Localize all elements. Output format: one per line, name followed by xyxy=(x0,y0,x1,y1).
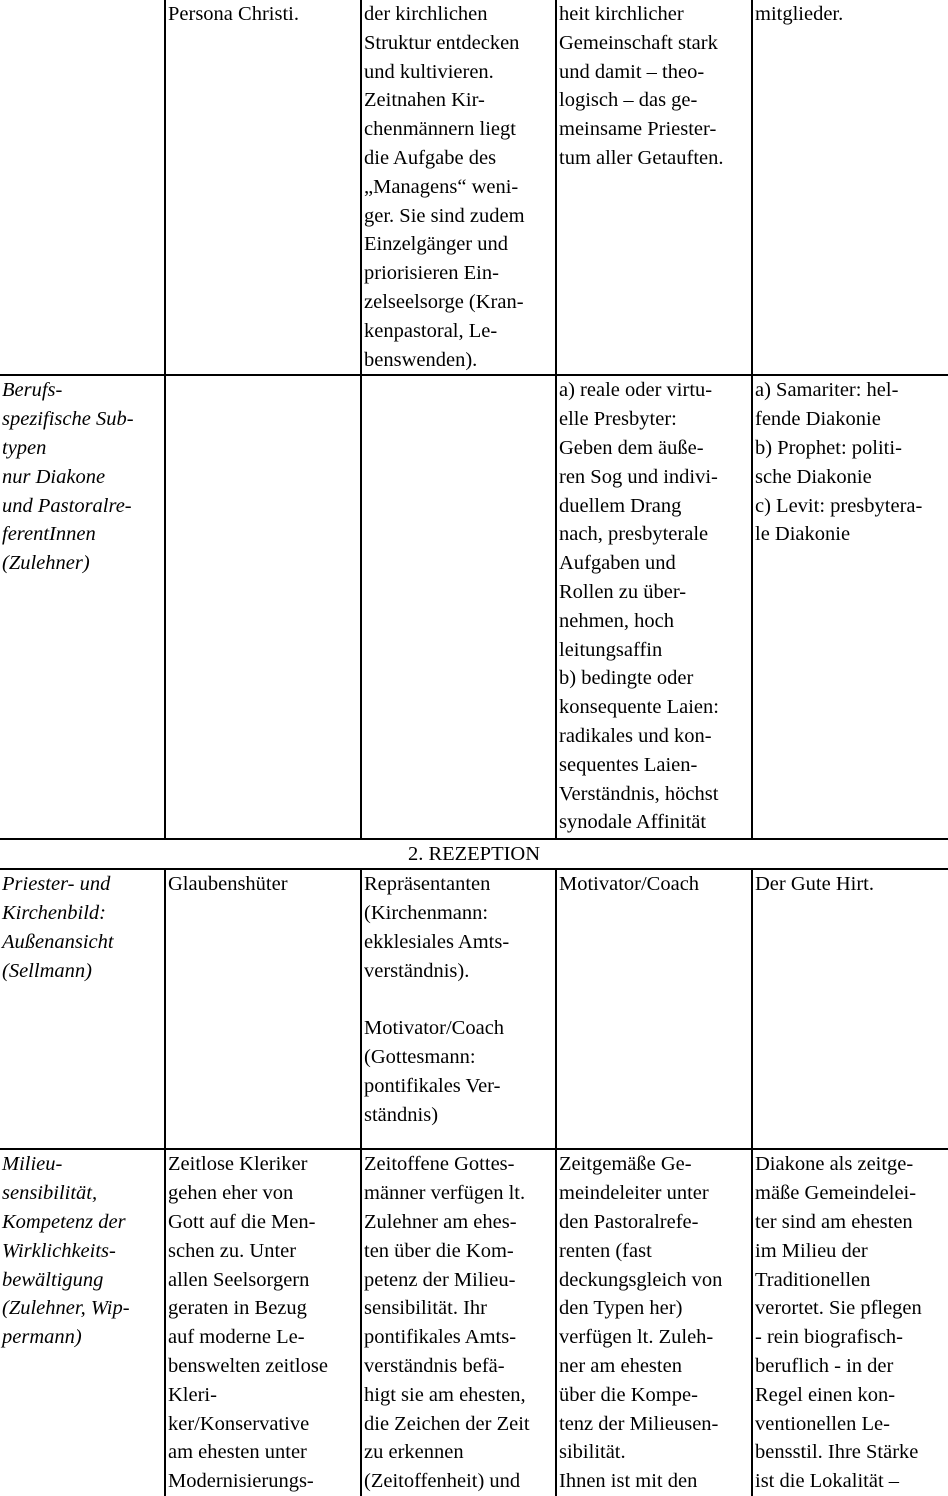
cell-text-line: Zulehner am ehes- xyxy=(364,1210,517,1233)
cell-text-line: sche Diakonie xyxy=(755,465,872,488)
cell-text-line: im Milieu der xyxy=(755,1239,868,1262)
cell-text-line: Regel einen kon- xyxy=(755,1383,896,1406)
cell-text-line: konsequente Laien: xyxy=(559,696,719,719)
cell-text-line: Ihnen ist mit den xyxy=(559,1470,698,1493)
table-cell xyxy=(0,0,165,375)
cell-text-line: (Kirchenmann: xyxy=(364,902,489,925)
cell-text-line: Kirchenbild: xyxy=(2,902,107,925)
cell-text-line: Motivator/Coach xyxy=(559,873,700,896)
table-row xyxy=(0,0,948,375)
cell-text-line: elle Presbyter: xyxy=(559,408,677,431)
cell-text-line: (Zulehner, Wip- xyxy=(2,1297,130,1320)
cell-text-line: a) reale oder virtu- xyxy=(559,379,713,402)
cell-text-line: nehmen, hoch xyxy=(559,609,674,632)
cell-text-line: zu erkennen xyxy=(364,1441,464,1464)
row-label-cell xyxy=(0,1149,165,1496)
cell-text-line: und kultivieren. xyxy=(364,60,494,83)
cell-text-line: Priester- und xyxy=(2,873,111,896)
cell-text-line: ferentInnen xyxy=(2,523,96,546)
table-row xyxy=(0,375,948,839)
cell-text-line: Außenansicht xyxy=(2,930,114,953)
cell-text-line: ständnis) xyxy=(364,1103,439,1126)
cell-text-line: Zeitnahen Kir- xyxy=(364,89,485,112)
table-cell xyxy=(361,375,556,839)
table-cell xyxy=(361,1149,556,1496)
cell-text-line: Motivator/Coach xyxy=(364,1017,505,1040)
cell-text-line: sequentes Laien- xyxy=(559,753,698,776)
cell-text-line: über die Kompe- xyxy=(559,1383,698,1406)
cell-text-line: allen Seelsorgern xyxy=(168,1268,310,1291)
cell-text-line: Zeitoffene Gottes- xyxy=(364,1153,515,1176)
section-header-row xyxy=(0,839,948,869)
table-cell xyxy=(165,1149,361,1496)
cell-text-line: Gemeinschaft stark xyxy=(559,31,718,54)
cell-text-line: auf moderne Le- xyxy=(168,1326,305,1349)
cell-text-line: mäße Gemeindelei- xyxy=(755,1182,917,1205)
cell-text-line: Kleri- xyxy=(168,1383,217,1406)
cell-text-line: heit kirchlicher xyxy=(559,3,684,25)
cell-text-line: Wirklichkeits- xyxy=(2,1239,116,1262)
cell-text-line: Diakone als zeitge- xyxy=(755,1153,914,1176)
cell-text-line: „Managens“ weni- xyxy=(364,175,519,198)
cell-text-line: c) Levit: presbytera- xyxy=(755,494,923,517)
cell-text-line: typen xyxy=(2,436,47,459)
cell-text-line: higt sie am ehesten, xyxy=(364,1383,526,1406)
cell-text-line: synodale Affinität xyxy=(559,811,707,834)
cell-text-line: a) Samariter: hel- xyxy=(755,379,899,402)
cell-text-line: benswelten zeitlose xyxy=(168,1354,328,1377)
cell-text-line: bensstil. Ihre Stärke xyxy=(755,1441,919,1464)
table-cell xyxy=(752,1149,948,1496)
cell-text-line: männer verfügen lt. xyxy=(364,1182,526,1205)
cell-text-line: sensibilität. Ihr xyxy=(364,1297,487,1320)
cell-text-line: der kirchlichen xyxy=(364,3,488,25)
row-label-cell xyxy=(0,375,165,839)
cell-text-line: leitungsaffin xyxy=(559,638,663,661)
cell-text-line: den Pastoralrefe- xyxy=(559,1210,699,1233)
cell-text-line: tum aller Getauften. xyxy=(559,146,724,169)
cell-text-line: benswenden). xyxy=(364,348,478,371)
cell-text-line: petenz der Milieu- xyxy=(364,1268,516,1291)
cell-text-line xyxy=(364,986,555,1015)
cell-text-line: meinsame Priester- xyxy=(559,118,717,141)
table-cell xyxy=(752,0,948,375)
section-header: 2. REZEPTION xyxy=(0,839,948,869)
cell-text-line: Berufs- xyxy=(2,379,63,402)
table-cell xyxy=(556,0,752,375)
cell-text-line: ger. Sie sind zudem xyxy=(364,204,525,227)
table-row xyxy=(0,869,948,1149)
cell-text-line: Einzelgänger und xyxy=(364,233,509,256)
cell-text-line: Gott auf die Men- xyxy=(168,1210,316,1233)
cell-text-line: (Zeitoffenheit) und xyxy=(364,1470,521,1493)
table-cell xyxy=(165,869,361,1149)
cell-text-line: Modernisierungs- xyxy=(168,1470,314,1493)
cell-text-line: verständnis). xyxy=(364,959,470,982)
cell-text-line: Aufgaben und xyxy=(559,552,676,575)
cell-text-line: tenz der Milieusen- xyxy=(559,1412,719,1435)
cell-text-line: ner am ehesten xyxy=(559,1354,682,1377)
row-label-cell xyxy=(0,869,165,1149)
cell-text-line: sibilität. xyxy=(559,1441,626,1464)
cell-text-line: Rollen zu über- xyxy=(559,580,687,603)
cell-text-line: deckungsgleich von xyxy=(559,1268,723,1291)
cell-text-line: schen zu. Unter xyxy=(168,1239,297,1262)
cell-text-line: die Zeichen der Zeit xyxy=(364,1412,530,1435)
cell-text-line: Kompetenz der xyxy=(2,1210,126,1233)
cell-text-line: verständnis befä- xyxy=(364,1354,505,1377)
cell-text-line: verortet. Sie pflegen xyxy=(755,1297,922,1320)
cell-text-line: meindeleiter unter xyxy=(559,1182,709,1205)
cell-text-line: - rein biografisch- xyxy=(755,1326,903,1349)
cell-text-line: geraten in Bezug xyxy=(168,1297,307,1320)
cell-text-line: Glaubenshüter xyxy=(168,873,288,896)
cell-text-line: verfügen lt. Zuleh- xyxy=(559,1326,714,1349)
cell-text-line: nach, presbyterale xyxy=(559,523,709,546)
cell-text-line: ist die Lokalität – xyxy=(755,1470,900,1493)
cell-text-line: ren Sog und indivi- xyxy=(559,465,718,488)
cell-text-line: priorisieren Ein- xyxy=(364,262,499,285)
cell-text-line: nur Diakone xyxy=(2,465,106,488)
cell-text-line: ker/Konservative xyxy=(168,1412,310,1435)
cell-text-line: kenpastoral, Le- xyxy=(364,319,498,342)
cell-text-line: Repräsentanten xyxy=(364,873,491,896)
cell-text-line: chenmännern liegt xyxy=(364,118,516,141)
cell-text-line: radikales und kon- xyxy=(559,724,712,747)
cell-text-line: fende Diakonie xyxy=(755,408,881,431)
cell-text-line: Zeitlose Kleriker xyxy=(168,1153,308,1176)
table-cell xyxy=(556,1149,752,1496)
cell-text-line: Zeitgemäße Ge- xyxy=(559,1153,692,1176)
cell-text-line: den Typen her) xyxy=(559,1297,683,1320)
cell-text-line: Verständnis, höchst xyxy=(559,782,719,805)
cell-text-line: mitglieder. xyxy=(755,3,844,25)
cell-text-line: le Diakonie xyxy=(755,523,851,546)
cell-text-line: b) bedingte oder xyxy=(559,667,694,690)
table-cell xyxy=(361,0,556,375)
cell-text-line: ter sind am ehesten xyxy=(755,1210,913,1233)
cell-text-line: und damit – theo- xyxy=(559,60,705,83)
cell-text-line: pontifikales Ver- xyxy=(364,1074,501,1097)
cell-text-line: Persona Christi. xyxy=(168,3,299,25)
cell-text-line: Traditionellen xyxy=(755,1268,871,1291)
cell-text-line: logisch – das ge- xyxy=(559,89,698,112)
cell-text-line: Geben dem äuße- xyxy=(559,436,704,459)
cell-text-line: spezifische Sub- xyxy=(2,408,134,431)
cell-text-line: sensibilität, xyxy=(2,1182,98,1205)
cell-text-line: (Sellmann) xyxy=(2,959,92,982)
cell-text-line: Der Gute Hirt. xyxy=(755,873,874,896)
table-cell xyxy=(165,0,361,375)
cell-text-line: permann) xyxy=(2,1326,82,1349)
cell-text-line: ten über die Kom- xyxy=(364,1239,514,1262)
table-cell xyxy=(361,869,556,1149)
table-cell xyxy=(556,869,752,1149)
table-cell xyxy=(752,375,948,839)
cell-text-line: Milieu- xyxy=(2,1153,63,1176)
cell-text-line: und Pastoralre- xyxy=(2,494,132,517)
table-cell xyxy=(165,375,361,839)
cell-text-line: ventionellen Le- xyxy=(755,1412,890,1435)
table-cell xyxy=(556,375,752,839)
cell-text-line: gehen eher von xyxy=(168,1182,294,1205)
cell-text-line: renten (fast xyxy=(559,1239,652,1262)
cell-text-line: pontifikales Amts- xyxy=(364,1326,517,1349)
cell-text-line: zelseelsorge (Kran- xyxy=(364,290,524,313)
cell-text-line: (Gottesmann: xyxy=(364,1046,476,1069)
cell-text-line: (Zulehner) xyxy=(2,552,90,575)
cell-text-line: bewältigung xyxy=(2,1268,104,1291)
cell-text-line: beruflich - in der xyxy=(755,1354,894,1377)
cell-text-line: Struktur entdecken xyxy=(364,31,520,54)
cell-text-line: duellem Drang xyxy=(559,494,682,517)
cell-text-line: am ehesten unter xyxy=(168,1441,307,1464)
table-row xyxy=(0,1149,948,1496)
cell-text-line: b) Prophet: politi- xyxy=(755,436,902,459)
table-cell xyxy=(752,869,948,1149)
cell-text-line: ekklesiales Amts- xyxy=(364,930,510,953)
cell-text-line: die Aufgabe des xyxy=(364,146,497,169)
